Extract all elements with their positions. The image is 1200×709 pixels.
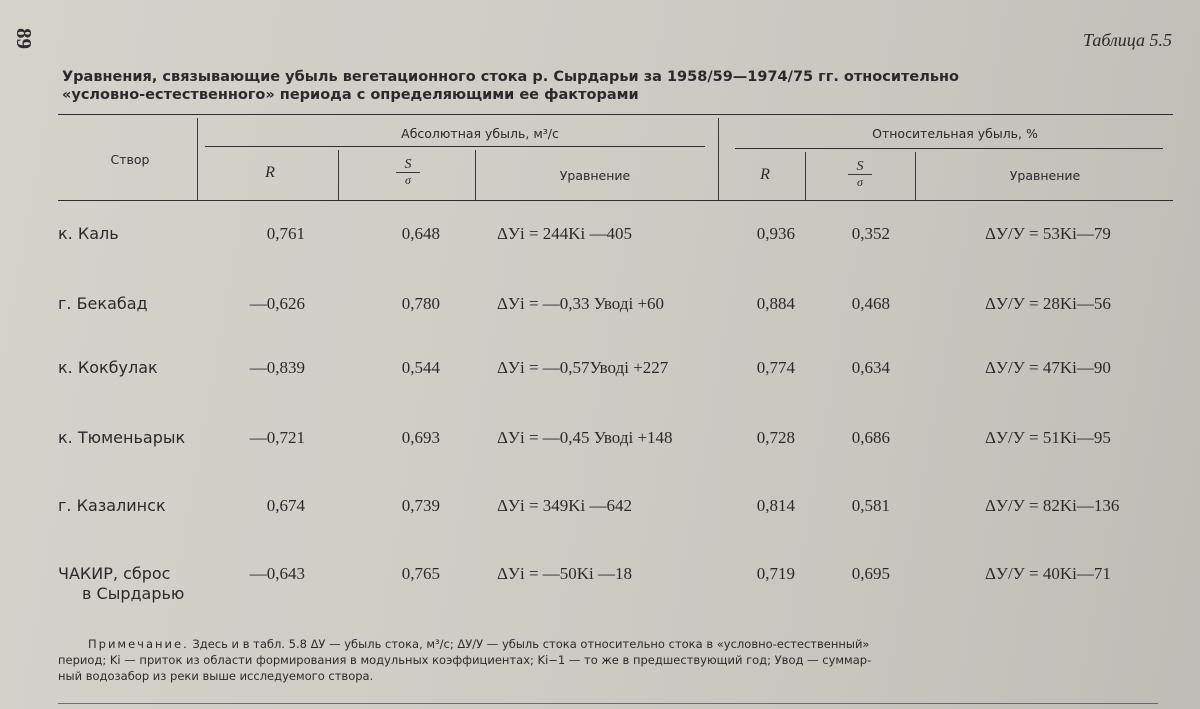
stvor-name-line2: в Сырдарью xyxy=(82,584,185,603)
rel-r-value: 0,884 xyxy=(756,294,795,313)
table-note xyxy=(58,636,1158,684)
rel-s-value: 0,468 xyxy=(851,294,890,313)
rel-equation: ΔУ/У = 53Ki—79 xyxy=(985,224,1111,243)
rel-equation: ΔУ/У = 51Ki—95 xyxy=(985,428,1111,447)
rel-r-value: 0,814 xyxy=(756,496,795,515)
stvor-name: к. Каль xyxy=(58,224,119,243)
header-abs-r: R xyxy=(265,164,275,181)
abs-r-value: —0,721 xyxy=(249,428,305,447)
table-number: Таблица 5.5 xyxy=(1082,30,1172,50)
abs-s-value: 0,648 xyxy=(401,224,440,243)
header-rel-sigma: σ xyxy=(857,175,863,189)
abs-s-value: 0,693 xyxy=(401,428,440,447)
table-row xyxy=(0,294,1200,334)
abs-s-value: 0,544 xyxy=(401,358,440,377)
rel-group-rule xyxy=(735,148,1163,149)
header-rel-group: Относительная убыль, % xyxy=(872,126,1038,141)
header-abs-sigma: σ xyxy=(405,173,411,187)
abs-equation: ΔУi = —0,45 Уводi +148 xyxy=(497,428,673,447)
abs-equation: ΔУi = —0,57Уводi +227 xyxy=(497,358,669,377)
stvor-name: г. Бекабад xyxy=(58,294,148,313)
stvor-name: ЧАКИР, сброс xyxy=(58,564,171,583)
rel-s-value: 0,581 xyxy=(851,496,890,515)
rel-equation: ΔУ/У = 82Ki—136 xyxy=(985,496,1120,515)
rel-r-value: 0,774 xyxy=(756,358,795,377)
abs-equation: ΔУi = —50Ki —18 xyxy=(497,564,633,583)
header-rel-s: S xyxy=(848,160,872,175)
table-row xyxy=(0,224,1200,264)
table-top-rule xyxy=(58,114,1173,115)
table-row xyxy=(0,428,1200,468)
abs-group-rule xyxy=(205,146,705,147)
vline-stvor xyxy=(197,118,198,200)
stvor-name: к. Тюменьарык xyxy=(58,428,186,447)
note-line-1 xyxy=(88,636,1158,652)
rel-r-value: 0,728 xyxy=(756,428,795,447)
vline-rel-s xyxy=(915,152,916,200)
abs-r-value: 0,674 xyxy=(266,496,305,515)
rel-r-value: 0,719 xyxy=(756,564,795,583)
caption-line-1: Уравнения, связывающие убыль вегетационного стока р. Сырдарьи за 1958/59—1974/75 гг. относительно xyxy=(62,69,959,85)
rel-s-value: 0,695 xyxy=(851,564,890,583)
vline-abs-r xyxy=(338,150,339,200)
table-row xyxy=(0,496,1200,536)
table-caption xyxy=(62,68,1162,104)
abs-s-value: 0,739 xyxy=(401,496,440,515)
page-number: 89 xyxy=(12,28,36,49)
rel-equation: ΔУ/У = 28Ki—56 xyxy=(985,294,1111,313)
note-label: Примечание. xyxy=(88,637,189,651)
stvor-name: г. Казалинск xyxy=(58,496,166,515)
vline-abs-s xyxy=(475,150,476,200)
note-line-2: период; Ki — приток из области формирования в модульных коэффициентах; Ki−1 — то же в предшествующий год; Увод — суммар- xyxy=(58,653,872,667)
rel-equation: ΔУ/У = 47Ki—90 xyxy=(985,358,1111,377)
abs-s-value: 0,765 xyxy=(401,564,440,583)
header-abs-s: S xyxy=(396,158,420,173)
header-stvor: Створ xyxy=(110,152,150,167)
header-rel-r: R xyxy=(760,166,770,183)
header-rel-s-sigma xyxy=(848,160,872,189)
note-text-1: Здесь и в табл. 5.8 ΔУ — убыль стока, м³/с; ΔУ/У — убыль стока относительно стока в «условно-естественный» xyxy=(192,637,870,651)
abs-r-value: —0,839 xyxy=(249,358,305,377)
table-row xyxy=(0,564,1200,624)
rel-r-value: 0,936 xyxy=(756,224,795,243)
table-row xyxy=(0,358,1200,398)
abs-equation: ΔУi = 349Ki —642 xyxy=(497,496,633,515)
caption-line-2: «условно-естественного» периода с определяющими ее факторами xyxy=(62,87,639,103)
abs-equation: ΔУi = —0,33 Уводi +60 xyxy=(497,294,665,313)
vline-rel-r xyxy=(805,152,806,200)
header-abs-equation: Уравнение xyxy=(559,168,631,183)
header-abs-s-sigma xyxy=(396,158,420,187)
rel-s-value: 0,686 xyxy=(851,428,890,447)
page-bottom-rule xyxy=(58,703,1158,704)
header-bottom-rule xyxy=(58,200,1173,201)
rel-s-value: 0,634 xyxy=(851,358,890,377)
stvor-name: к. Кокбулак xyxy=(58,358,158,377)
abs-equation: ΔУi = 244Ki —405 xyxy=(497,224,633,243)
abs-r-value: 0,761 xyxy=(266,224,305,243)
rel-s-value: 0,352 xyxy=(851,224,890,243)
rel-equation: ΔУ/У = 40Ki—71 xyxy=(985,564,1111,583)
abs-s-value: 0,780 xyxy=(401,294,440,313)
note-line-3: ный водозабор из реки выше исследуемого створа. xyxy=(58,669,374,683)
abs-r-value: —0,643 xyxy=(249,564,305,583)
header-abs-group: Абсолютная убыль, м³/с xyxy=(401,126,559,141)
abs-r-value: —0,626 xyxy=(249,294,305,313)
vline-group xyxy=(718,118,719,200)
header-rel-equation: Уравнение xyxy=(1009,168,1081,183)
